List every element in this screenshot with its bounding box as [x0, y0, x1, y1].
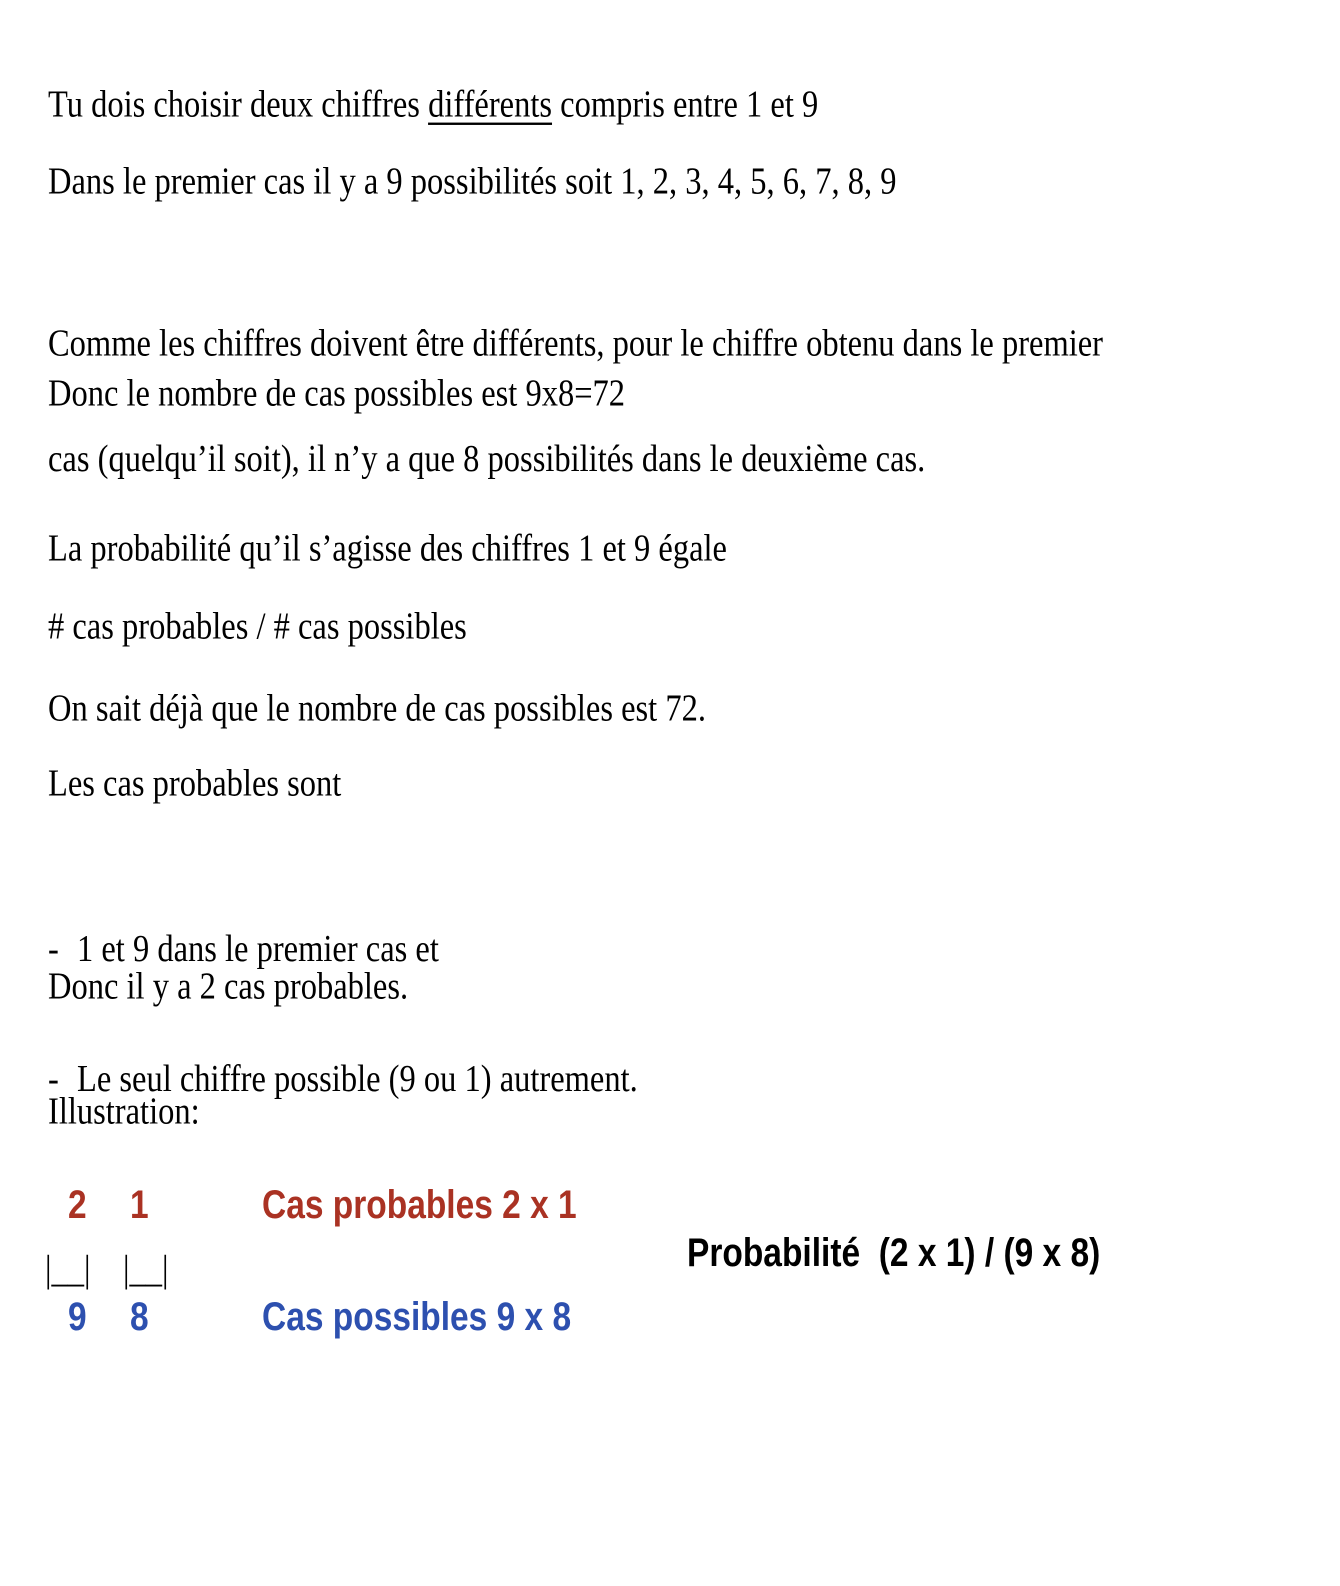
- slot-box-first: |__|: [45, 1248, 91, 1292]
- possible-digit-second: 8: [130, 1295, 149, 1340]
- bullet-text: 1 et 9 dans le premier cas et: [77, 928, 439, 971]
- illustration-slot-boxes-row: [0, 1248, 1340, 1298]
- bullet-dash: -: [48, 928, 59, 971]
- probable-row-label: Cas probables 2 x 1: [262, 1183, 577, 1228]
- probable-digit-second: 1: [130, 1183, 149, 1228]
- probability-expression: Probabilité (2 x 1) / (9 x 8): [687, 1231, 1101, 1276]
- bullet-list: [48, 842, 638, 1187]
- intro-text-pre: Tu dois choisir deux chiffres: [48, 83, 429, 127]
- paragraph-intro: [48, 83, 819, 127]
- bullet-text: Le seul chiffre possible (9 ou 1) autrement.: [77, 1057, 638, 1100]
- paragraph-possible-count: Donc le nombre de cas possibles est 9x8=72: [48, 372, 626, 416]
- paragraph-known-count: On sait déjà que le nombre de cas possibles est 72.: [48, 687, 706, 731]
- paragraph-first-case: Dans le premier cas il y a 9 possibilités soit 1, 2, 3, 4, 5, 6, 7, 8, 9: [48, 160, 897, 204]
- paragraph-conclusion: Donc il y a 2 cas probables.: [48, 965, 409, 1009]
- illustration-possible-row: [0, 1295, 1340, 1345]
- illustration-heading: Illustration:: [48, 1090, 200, 1134]
- different-rule-line-2: cas (quelqu’il soit), il n’y a que 8 possibilités dans le deuxième cas.: [48, 437, 926, 480]
- intro-underlined-word: différents: [428, 83, 553, 127]
- probable-digit-first: 2: [68, 1183, 87, 1228]
- different-rule-line-1: Comme les chiffres doivent être différents, pour le chiffre obtenu dans le premier: [48, 322, 1103, 365]
- possible-row-label: Cas possibles 9 x 8: [262, 1295, 572, 1340]
- slot-box-second: |__|: [123, 1248, 169, 1292]
- paragraph-probable-cases-intro: Les cas probables sont: [48, 762, 342, 806]
- paragraph-probability-formula: # cas probables / # cas possibles: [48, 605, 467, 649]
- illustration-probable-row: [0, 1183, 1340, 1233]
- paragraph-probability-intro: La probabilité qu’il s’agisse des chiffres 1 et 9 égale: [48, 527, 727, 571]
- intro-text-post: compris entre 1 et 9: [552, 83, 819, 127]
- possible-digit-first: 9: [68, 1295, 87, 1340]
- bullet-dash: -: [48, 1057, 59, 1100]
